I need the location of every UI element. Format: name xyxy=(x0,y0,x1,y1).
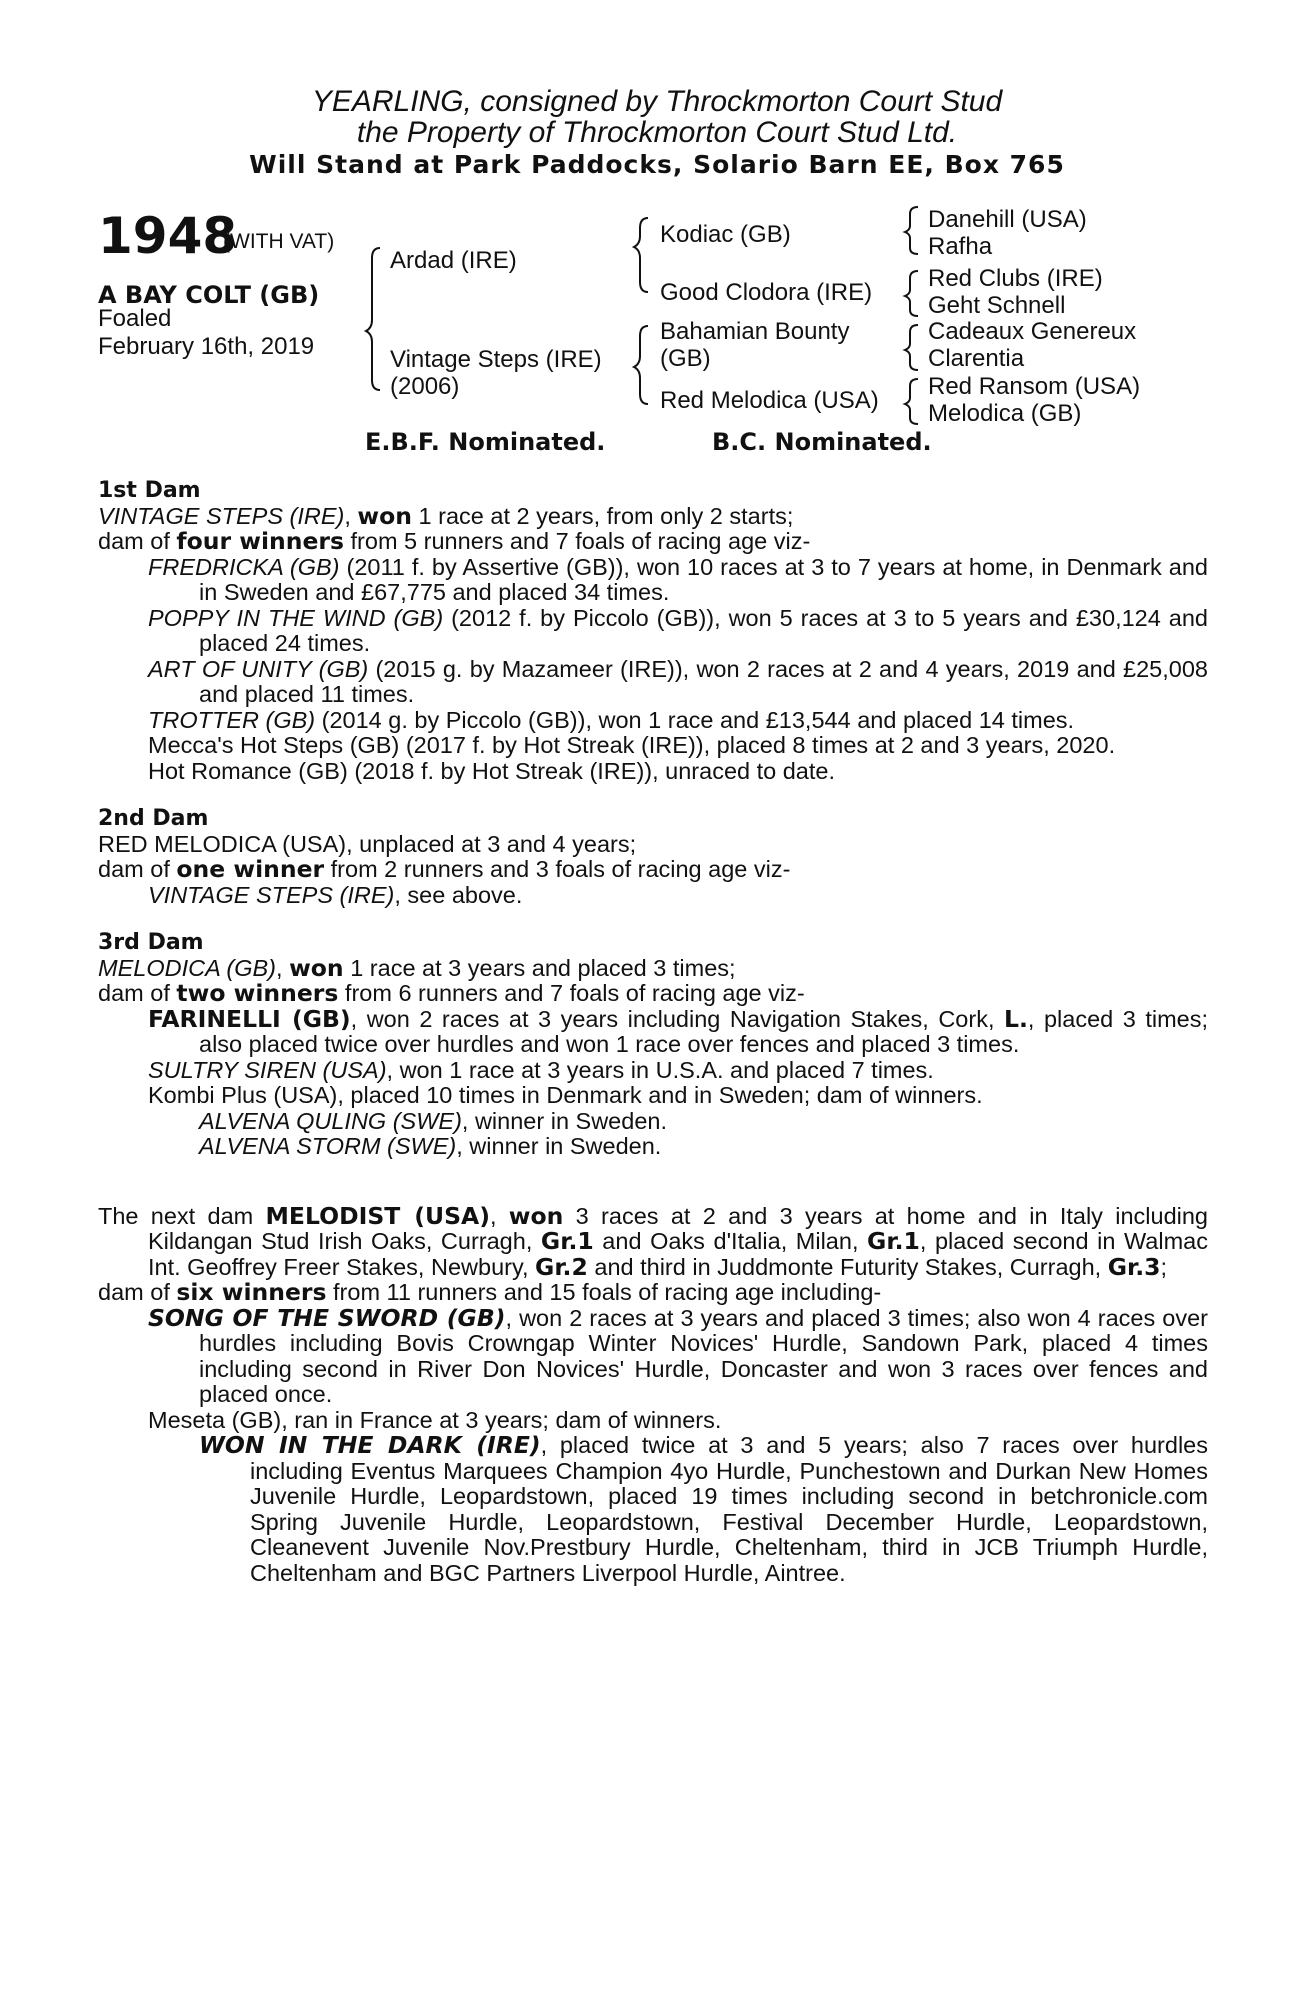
pedigree-ggs-2: Red Clubs (IRE) xyxy=(928,265,1103,292)
dam3-won: won xyxy=(289,953,344,982)
next-dam-name: MELODIST (USA) xyxy=(265,1201,490,1230)
dam1-winners-count: four winners xyxy=(176,527,344,555)
property-line: the Property of Throckmorton Court Stud Ltd. xyxy=(356,116,958,149)
pedigree-sire-dam: Good Clodora (IRE) xyxy=(660,279,873,306)
pedigree-ggd-1: Rafha xyxy=(928,233,993,260)
next-dam-paragraph xyxy=(98,1201,1208,1281)
grade-1-marker: Gr.1 xyxy=(540,1227,594,1255)
next-dam-grandoffspring-1 xyxy=(98,1433,1208,1586)
offspring-name: FREDRICKA (GB) xyxy=(148,553,340,580)
dam3-grandoffspring-2 xyxy=(98,1134,1208,1160)
dam2-line2 xyxy=(98,857,1208,883)
spacer xyxy=(98,1160,1208,1182)
dam1-offspring-6: Hot Romance (GB) (2018 f. by Hot Streak (IRE)), unraced to date. xyxy=(148,757,836,784)
offspring-record: , won 1 race at 3 years in U.S.A. and placed 7 times. xyxy=(386,1056,934,1083)
dam1-offspring-3 xyxy=(98,657,1208,708)
dam1-produce-suffix: from 5 runners and 7 foals of racing age viz- xyxy=(344,528,811,554)
offspring-record: (2015 g. by Mazameer (IRE)), won 2 races at 2 and 4 years, 2019 and £25,008 and placed 11 times. xyxy=(199,655,1208,707)
grade-3-marker: Gr.3 xyxy=(1107,1252,1161,1281)
listed-marker: L. xyxy=(1004,1004,1028,1033)
dam2-offspring-1 xyxy=(98,883,1208,909)
dam1-won: won xyxy=(357,501,413,530)
dam1-offspring-4 xyxy=(98,708,1208,734)
dam1-line2 xyxy=(98,529,1208,555)
dam3-produce-suffix: from 6 runners and 7 foals of racing age viz- xyxy=(338,980,805,1006)
grandoffspring-name: ALVENA STORM (SWE) xyxy=(199,1133,457,1159)
pedigree-ggs-3: Cadeaux Genereux xyxy=(928,318,1137,345)
grade-1-marker: Gr.1 xyxy=(867,1227,920,1255)
next-dam-produce-prefix: dam of xyxy=(98,1279,177,1305)
pedigree-dam-dam: Red Melodica (USA) xyxy=(660,387,879,414)
dam3-grandoffspring-1 xyxy=(98,1109,1208,1135)
dam2-produce-prefix: dam of xyxy=(98,856,177,882)
offspring-name: ART OF UNITY (GB) xyxy=(148,655,369,682)
next-dam-offspring-2: Meseta (GB), ran in France at 3 years; dam of winners. xyxy=(148,1406,722,1433)
pedigree-ggd-2: Geht Schnell xyxy=(928,292,1066,319)
offspring-record: , won 2 races at 3 years and placed 3 times; also won 4 races over hurdles including Bovis Crowngap Winter Novices' Hurdle, Sandown Park, placed 4 times including second in River Don Novices' Hurdle, Doncaster and won 3 races over fences and placed once. xyxy=(199,1304,1208,1407)
offspring-record: (2012 f. by Piccolo (GB)), won 5 races at 3 to 5 years and £30,124 and placed 24 times. xyxy=(199,604,1208,656)
dam1-offspring-1 xyxy=(98,555,1208,606)
catalogue-body xyxy=(98,478,1208,1586)
dam3-offspring-3: Kombi Plus (USA), placed 10 times in Denmark and in Sweden; dam of winners. xyxy=(148,1082,983,1108)
dam3-name: MELODICA (GB) xyxy=(98,954,277,981)
offspring-name: SONG OF THE SWORD (GB) xyxy=(148,1303,506,1332)
dam3-offspring-1 xyxy=(98,1004,1208,1058)
next-dam-prefix: The next dam xyxy=(98,1202,266,1229)
dam2-produce-suffix: from 2 runners and 3 foals of racing age viz- xyxy=(324,856,791,882)
pedigree-dam-sire-country: (GB) xyxy=(660,345,711,372)
section-title-1st-dam: 1st Dam xyxy=(98,478,201,503)
dam3-record: 1 race at 3 years and placed 3 times; xyxy=(343,954,736,981)
dam3-line1 xyxy=(98,953,1208,982)
grandoffspring-record: , winner in Sweden. xyxy=(461,1107,667,1134)
pedigree-sire-sire: Kodiac (GB) xyxy=(660,221,791,248)
grandoffspring-record: , placed twice at 3 and 5 years; also 7 races over hurdles including Eventus Marquees Champion 4yo Hurdle, Punchestown and Durkan New Homes Juvenile Hurdle, Leopardstown, placed 19 times including second in betchronicle.com Spring Juvenile Hurdle, Leopardstown, Festival December Hurdle, Leopardstown, Cleanevent Juvenile Nov.Prestbury Hurdle, Cheltenham, third in JCB Triumph Hurdle, Cheltenham and BGC Partners Liverpool Hurdle, Aintree. xyxy=(250,1432,1208,1586)
next-dam-record-2: and Oaks d'Italia, Milan, xyxy=(593,1228,868,1254)
dam1-offspring-2 xyxy=(98,606,1208,657)
offspring-name: FARINELLI (GB) xyxy=(148,1004,351,1033)
section-title-3rd-dam: 3rd Dam xyxy=(98,930,204,955)
consignor-line: YEARLING, consigned by Throckmorton Court Stud xyxy=(311,85,1003,118)
dam2-winners-count: one winner xyxy=(176,855,325,883)
dam2-line1: RED MELODICA (USA), unplaced at 3 and 4 years; xyxy=(98,830,637,857)
next-dam-record-3: , placed second in Walmac Int. Geoffrey Freer Stakes, Newbury, xyxy=(148,1228,1208,1280)
dam3-produce-prefix: dam of xyxy=(98,980,177,1006)
next-dam-offspring-1 xyxy=(98,1303,1208,1408)
ebf-nominated: E.B.F. Nominated. xyxy=(365,428,606,456)
dam1-produce-prefix: dam of xyxy=(98,528,177,554)
dam3-offspring-2 xyxy=(98,1058,1208,1084)
foaled-date: February 16th, 2019 xyxy=(98,333,315,360)
next-dam-sep: , xyxy=(489,1202,509,1229)
next-dam-record-end: ; xyxy=(1160,1253,1168,1280)
next-dam-won: won xyxy=(508,1201,564,1230)
stand-location-line: Will Stand at Park Paddocks, Solario Barn EE, Box 765 xyxy=(249,150,1065,179)
offspring-record-cont: , placed 3 times; also placed twice over hurdles and won 1 race over fences and placed 3 times. xyxy=(199,1005,1208,1057)
offspring-record: (2011 f. by Assertive (GB)), won 10 races at 3 to 7 years at home, in Denmark and in Sweden and £67,775 and placed 34 times. xyxy=(199,553,1208,605)
pedigree-dam-year: (2006) xyxy=(390,373,460,400)
offspring-name: SULTRY SIREN (USA) xyxy=(148,1056,387,1083)
next-dam-winners-count: six winners xyxy=(176,1278,327,1306)
dam3-winners-count: two winners xyxy=(176,979,339,1007)
pedigree-ggs-1: Danehill (USA) xyxy=(928,206,1087,233)
bc-nominated: B.C. Nominated. xyxy=(712,428,932,456)
grandoffspring-name: ALVENA QULING (SWE) xyxy=(199,1107,462,1134)
grandoffspring-record: , winner in Sweden. xyxy=(456,1133,662,1159)
offspring-name: TROTTER (GB) xyxy=(148,706,316,733)
offspring-name: VINTAGE STEPS (IRE) xyxy=(148,881,395,908)
next-dam-produce-suffix: from 11 runners and 15 foals of racing age including- xyxy=(326,1279,882,1305)
offspring-record: , won 2 races at 3 years including Navigation Stakes, Cork, xyxy=(350,1005,1004,1032)
grade-2-marker: Gr.2 xyxy=(535,1252,588,1281)
offspring-name: POPPY IN THE WIND (GB) xyxy=(148,604,444,631)
next-dam-record-1: 3 races at 2 and 3 years at home and in Italy including Kildangan Stud Irish Oaks, Curragh, xyxy=(148,1202,1208,1254)
dam1-name: VINTAGE STEPS (IRE) xyxy=(98,502,345,529)
dam3-line2 xyxy=(98,981,1208,1007)
horse-name: A BAY COLT (GB) xyxy=(98,281,320,309)
section-title-2nd-dam: 2nd Dam xyxy=(98,806,209,831)
next-dam-record-4: and third in Juddmonte Futurity Stakes, Curragh, xyxy=(587,1253,1108,1280)
offspring-record: , see above. xyxy=(394,881,523,908)
pedigree-ggs-4: Red Ransom (USA) xyxy=(928,373,1141,400)
lot-number: 1948 xyxy=(98,207,238,265)
pedigree-dam: Vintage Steps (IRE) xyxy=(390,346,602,373)
dam3-sep: , xyxy=(276,954,290,981)
pedigree-ggd-4: Melodica (GB) xyxy=(928,400,1082,427)
offspring-record: (2014 g. by Piccolo (GB)), won 1 race and £13,544 and placed 14 times. xyxy=(315,706,1075,733)
next-dam-produce xyxy=(98,1280,1208,1306)
foaled-label: Foaled xyxy=(98,305,172,332)
vat-note: (WITH VAT) xyxy=(223,230,335,253)
pedigree-ggd-3: Clarentia xyxy=(928,345,1025,372)
dam1-record: 1 race at 2 years, from only 2 starts; xyxy=(412,502,794,529)
dam1-offspring-5: Mecca's Hot Steps (GB) (2017 f. by Hot Streak (IRE)), placed 8 times at 2 and 3 years, 2020. xyxy=(148,732,1116,758)
dam1-line1: VINTAGE STEPS (IRE), won 1 race at 2 years, from only 2 starts; xyxy=(98,501,794,530)
grandoffspring-name: WON IN THE DARK (IRE) xyxy=(199,1431,541,1459)
pedigree-sire: Ardad (IRE) xyxy=(390,247,517,274)
pedigree-dam-sire: Bahamian Bounty xyxy=(660,318,850,345)
